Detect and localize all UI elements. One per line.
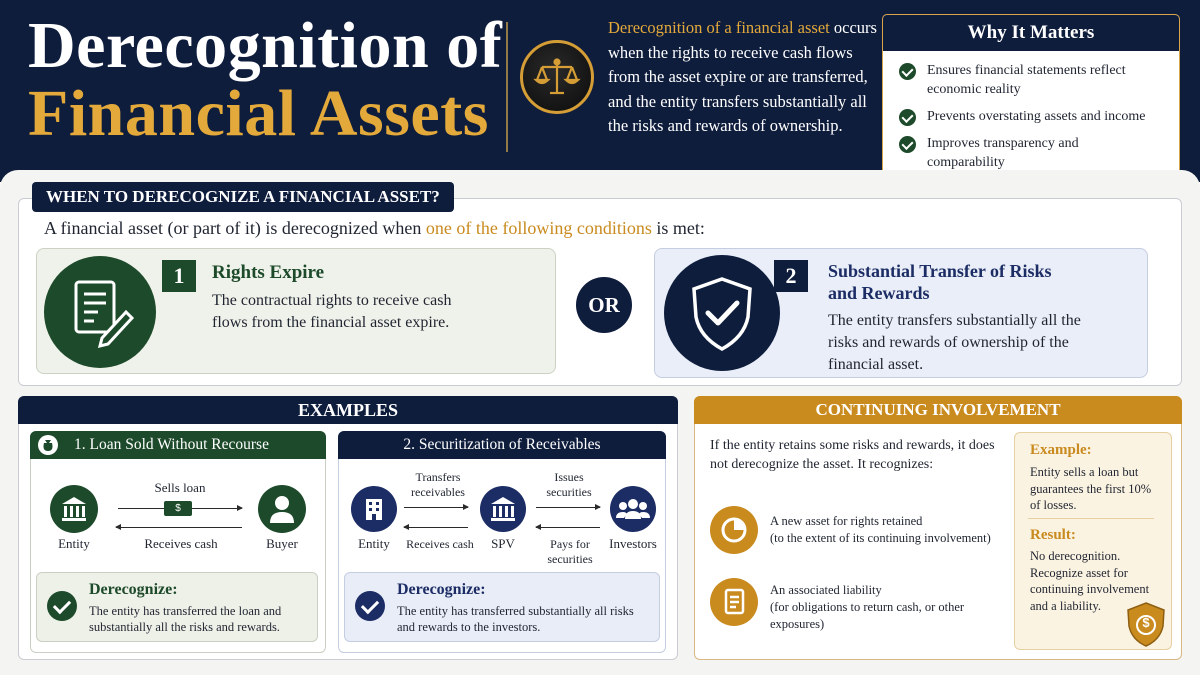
bank-icon xyxy=(50,485,98,533)
group-icon xyxy=(610,486,656,532)
arrow-label: Pays for securities xyxy=(547,537,593,566)
definition-text xyxy=(608,16,878,139)
page-title-line2: Financial Assets xyxy=(28,77,489,150)
node-label: SPV xyxy=(491,536,515,551)
document-icon xyxy=(710,578,758,626)
check-icon xyxy=(355,591,385,621)
shield-symbol: $ xyxy=(1142,615,1150,630)
continuing-involvement-title: CONTINUING INVOLVEMENT xyxy=(694,396,1182,424)
example-label: Example: xyxy=(1030,442,1092,458)
examples-title: EXAMPLES xyxy=(18,396,678,424)
bank-icon xyxy=(480,486,526,532)
example-title-1: 1. Loan Sold Without Recourse xyxy=(30,431,326,459)
header-divider xyxy=(506,22,508,152)
check-icon xyxy=(899,109,916,126)
shield-dollar-icon xyxy=(1124,600,1168,648)
continuing-intro: If the entity retains some risks and rewards, it does not derecognize the asset. It recognizes: xyxy=(710,438,995,472)
example-title-2: 2. Securitization of Receivables xyxy=(338,431,666,459)
why-title: Why It Matters xyxy=(883,15,1179,51)
condition-number-1: 1 xyxy=(162,260,196,292)
node-label: Buyer xyxy=(266,536,298,551)
recognized-item: An associated liability (for obligations to return cash, or other exposures) xyxy=(770,583,965,631)
arrow-left xyxy=(536,527,600,528)
result-body: The entity has transferred the loan and substantially all the risks and rewards. xyxy=(89,604,282,634)
result-title: Derecognize: xyxy=(397,581,486,598)
arrow-label: Sells loan xyxy=(154,480,206,495)
recognized-item: A new asset for rights retained (to the extent of its continuing involvement) xyxy=(770,514,991,545)
person-icon xyxy=(258,485,306,533)
when-section-title: WHEN TO DERECOGNIZE A FINANCIAL ASSET? xyxy=(32,182,454,212)
arrow-right xyxy=(404,507,468,508)
result-card-1 xyxy=(36,572,318,642)
example-text: Entity sells a loan but guarantees the first 10% of losses. xyxy=(1030,465,1152,512)
arrow-label: Receives cash xyxy=(406,537,474,551)
document-pen-icon xyxy=(44,256,156,368)
why-it-matters-card xyxy=(882,14,1180,180)
check-icon xyxy=(899,63,916,80)
result-body: The entity has transferred substantially all risks and rewards to the investors. xyxy=(397,604,634,634)
result-card-2 xyxy=(344,572,660,642)
node-label: Entity xyxy=(358,536,390,551)
or-badge: OR xyxy=(576,277,632,333)
divider xyxy=(1028,518,1154,519)
result-text: No derecognition. Recognize asset for continuing involvement and a liability. xyxy=(1030,549,1150,613)
condition-number-2: 2 xyxy=(774,260,808,292)
condition-body-2: The entity transfers substantially all the risks and rewards of ownership of the financial asset. xyxy=(828,312,1081,373)
why-item: Improves transparency and comparability xyxy=(899,134,1157,172)
page-title-line1: Derecognition of xyxy=(28,9,503,82)
node-label: Investors xyxy=(609,536,657,551)
condition-title-2: Substantial Transfer of Risks and Rewards xyxy=(828,261,1052,303)
when-intro: A financial asset (or part of it) is derecognized when one of the following conditions is met: xyxy=(44,218,705,238)
definition-term: Derecognition of a financial asset xyxy=(608,18,830,37)
definition-body: occurs when the rights to receive cash flows from the asset expire or are transferred, and the entity transfers substantially all the risks and rewards of ownership. xyxy=(608,18,877,135)
money-bag-icon xyxy=(38,435,58,455)
check-icon xyxy=(899,136,916,153)
shield-check-icon xyxy=(664,255,780,371)
building-icon xyxy=(351,486,397,532)
pie-chart-icon xyxy=(710,506,758,554)
why-item: Ensures financial statements reflect economic reality xyxy=(899,61,1157,99)
arrow-left xyxy=(404,527,468,528)
arrow-right xyxy=(536,507,600,508)
why-item: Prevents overstating assets and income xyxy=(899,107,1157,126)
check-icon xyxy=(47,591,77,621)
result-label: Result: xyxy=(1030,527,1076,543)
node-label: Entity xyxy=(58,536,90,551)
result-title: Derecognize: xyxy=(89,581,178,598)
arrow-left xyxy=(116,527,242,528)
scales-of-justice-icon xyxy=(520,40,594,114)
cash-icon: $ xyxy=(164,501,192,516)
condition-body-1: The contractual rights to receive cash flows from the financial asset expire. xyxy=(212,292,452,331)
arrow-label: Transfers receivables xyxy=(411,470,465,499)
arrow-label: Receives cash xyxy=(144,536,218,551)
intro-highlight: one of the following conditions xyxy=(425,218,652,238)
arrow-label: Issues securities xyxy=(546,470,592,499)
condition-title-1: Rights Expire xyxy=(212,262,325,283)
